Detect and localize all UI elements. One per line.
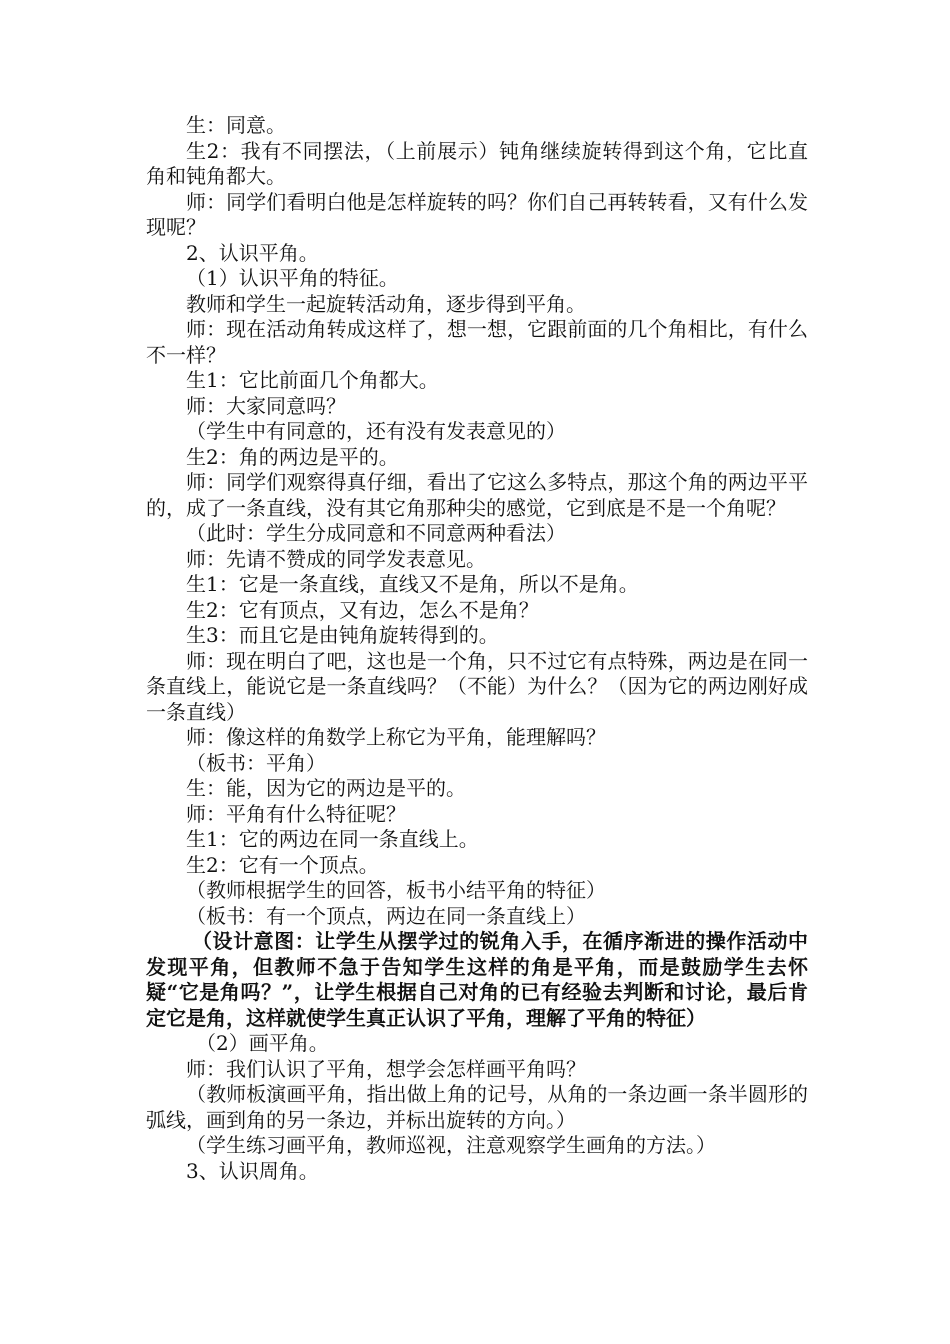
paragraph: （板书：平角） (186, 750, 326, 775)
paragraph: 生：同意。 (186, 113, 286, 137)
section-heading: 2、认识平角。 (186, 240, 319, 265)
paragraph: （教师根据学生的回答，板书小结平角的特征） (186, 878, 606, 902)
document-page (146, 113, 808, 1184)
paragraph: 生1：它的两边在同一条直线上。 (186, 827, 479, 851)
subsection-heading: （1）认识平角的特征。 (186, 266, 399, 290)
paragraph: 生1：它比前面几个角都大。 (186, 368, 439, 392)
paragraph: 师：像这样的角数学上称它为平角，能理解吗？ (186, 725, 606, 749)
paragraph: （教师板演画平角，指出做上角的记号，从角的一条边画一条半圆形的弧线，画到角的另一条边，并标出旋转的方向。） (146, 1082, 808, 1132)
subsection-heading: （2）画平角。 (196, 1031, 329, 1055)
paragraph: 生：能，因为它的两边是平的。 (186, 776, 466, 800)
paragraph: 生2：它有一个顶点。 (186, 852, 379, 877)
paragraph: （此时：学生分成同意和不同意两种看法） (186, 521, 566, 545)
paragraph: 师：先请不赞成的同学发表意见。 (186, 546, 486, 571)
paragraph: 师：大家同意吗？ (186, 393, 346, 418)
paragraph: 师：现在活动角转成这样了，想一想，它跟前面的几个角相比，有什么不一样？ (146, 317, 808, 367)
design-intent-note: （设计意图：让学生从摆学过的锐角入手，在循序渐进的操作活动中发现平角，但教师不急于告知学生这样的角是平角，而是鼓励学生去怀疑“它是角吗？”，让学生根据自己对角的已有经验去判断和讨论，最后肯定它是角，这样就使学生真正认识了平角，理解了平角的特征） (146, 929, 808, 1030)
paragraph: 生3：而且它是由钝角旋转得到的。 (186, 623, 499, 647)
paragraph: 生2：它有顶点，又有边，怎么不是角？ (186, 597, 539, 622)
paragraph: 师：同学们观察得真仔细，看出了它这么多特点，那这个角的两边平平的，成了一条直线，没有其它角那种尖的感觉，它到底是不是一个角呢？ (146, 470, 808, 520)
paragraph: （学生练习画平角，教师巡视，注意观察学生画角的方法。） (186, 1133, 716, 1157)
paragraph: 师：我们认识了平角，想学会怎样画平角吗？ (186, 1056, 586, 1081)
paragraph: 生1：它是一条直线，直线又不是角，所以不是角。 (186, 572, 639, 596)
paragraph: 师：同学们看明白他是怎样旋转的吗？你们自己再转转看，又有什么发现呢？ (146, 189, 808, 239)
paragraph: 生2：我有不同摆法，（上前展示）钝角继续旋转得到这个角，它比直角和钝角都大。 (146, 138, 808, 188)
paragraph: （板书：有一个顶点，两边在同一条直线上） (186, 903, 586, 928)
paragraph: （学生中有同意的，还有没有发表意见的） (186, 419, 566, 443)
section-heading: 3、认识周角。 (186, 1158, 319, 1183)
paragraph: 师：平角有什么特征呢？ (186, 801, 406, 826)
paragraph: 教师和学生一起旋转活动角，逐步得到平角。 (186, 291, 586, 316)
paragraph: 生2：角的两边是平的。 (186, 444, 399, 469)
paragraph: 师：现在明白了吧，这也是一个角，只不过它有点特殊，两边是在同一条直线上，能说它是一条直线吗？（不能）为什么？（因为它的两边刚好成一条直线） (146, 648, 808, 724)
